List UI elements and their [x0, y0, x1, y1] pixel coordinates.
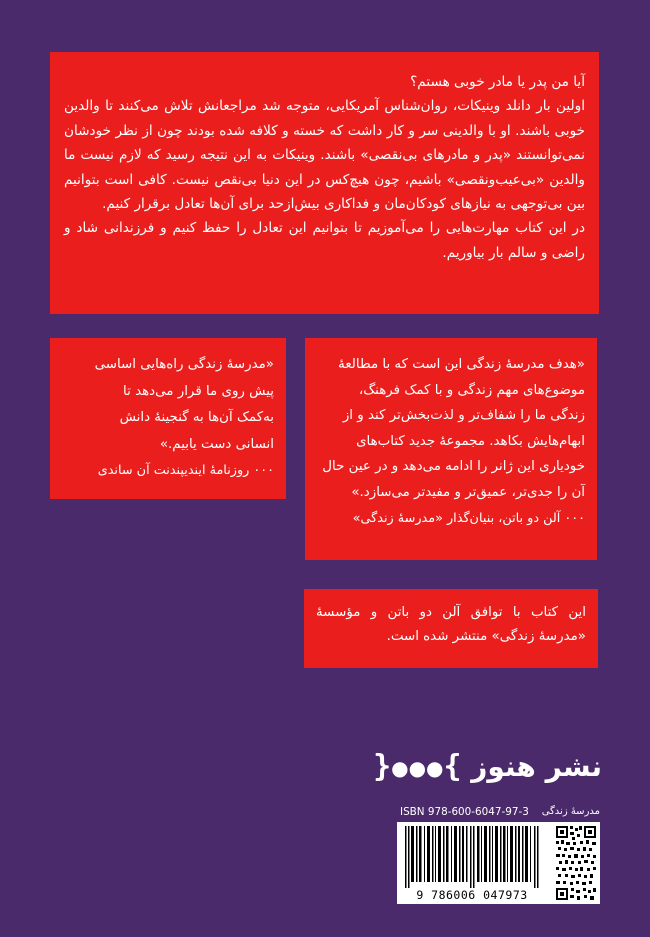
logo-brace-close: {: [373, 749, 392, 784]
logo-dots: ●●●: [391, 756, 444, 780]
quote-line: ابهام‌هایش بکاهد. مجموعهٔ جدید کتاب‌های: [356, 433, 585, 449]
description-box: [50, 52, 599, 314]
quote-line: خودیاری این ژانر را ادامه می‌دهد و در عین حال: [322, 459, 585, 475]
quote-line: موضوع‌های مهم زندگی و با کمک فرهنگ،: [358, 382, 585, 398]
description-paragraph-2: در این کتاب مهارت‌هایی را می‌آموزیم تا بتوانیم این تعادل را حفظ کنیم و فرزندانی شاد و راضی و سالم بار بیاوریم.: [64, 220, 585, 261]
qr-code-icon: [556, 826, 596, 900]
quote-line: «هدف مدرسهٔ زندگی این است که با مطالعهٔ: [338, 357, 585, 372]
publisher-logo: [373, 747, 602, 787]
barcode-panel: [397, 822, 600, 904]
quote-line: آن را جدی‌تر، عمیق‌تر و مفیدتر می‌سازد.»: [351, 484, 585, 500]
quote-line: پیش روی ما قرار می‌دهد تا: [123, 383, 274, 399]
logo-brace-open: }: [443, 749, 462, 784]
description-paragraph-1: اولین بار دانلد وینیکات، روان‌شناس آمریکایی، متوجه شد مراجعانش تلاش می‌کنند تا والدین خوبی باشند. او با والدینی سر و کار داشت که خسته و کلافه شده بودند چون از نظر خودشان نمی‌توانستند «پدر و مادرهای بی‌نقصی» باشند. وینیکات به این نتیجه رسید که لازم نیست ما والدین «بی‌عیب‌ونقصی» باشیم، چون هیچ‌کس در این دنیا بی‌نقص نیست. کافی است بتوانیم بین بی‌توجهی به نیازهای کودکان‌مان و فداکاری بیش‌ازحد برای آن‌ها تعادل برقرار کنیم.: [64, 98, 585, 213]
description-question: آیا من پدر یا مادر خوبی هستم؟: [410, 74, 585, 90]
quote-box-independent: [50, 338, 286, 499]
quote-source: ٠٠٠ آلن دو باتن، بنیان‌گذار «مدرسهٔ زندگی»: [352, 510, 585, 526]
series-label: مدرسهٔ زندگی: [541, 806, 600, 817]
quote-line: زندگی ما را شفاف‌تر و لذت‌بخش‌تر کند و از: [342, 408, 585, 424]
quote-line: به‌کمک آن‌ها به گنجینهٔ دانش: [119, 410, 274, 425]
quote-line: «مدرسهٔ زندگی راه‌هایی اساسی: [94, 357, 274, 372]
barcode-icon: [403, 826, 545, 888]
quote-source: ٠٠٠ روزنامهٔ ایندیپندنت آن ساندی: [97, 463, 274, 478]
quote-box-de-botton: [305, 338, 597, 560]
isbn-number: ISBN 978-600-6047-97-3: [400, 806, 529, 818]
barcode-digits: 9 786006 047973: [416, 888, 528, 902]
publisher-name: نشر هنوز: [471, 750, 602, 783]
agreement-note-box: [304, 589, 598, 668]
quote-line: انسانی دست یابیم.»: [159, 436, 274, 452]
agreement-note-text: این کتاب با توافق آلن دو باتن و مؤسسهٔ «مدرسهٔ زندگی» منتشر شده است.: [316, 605, 586, 644]
